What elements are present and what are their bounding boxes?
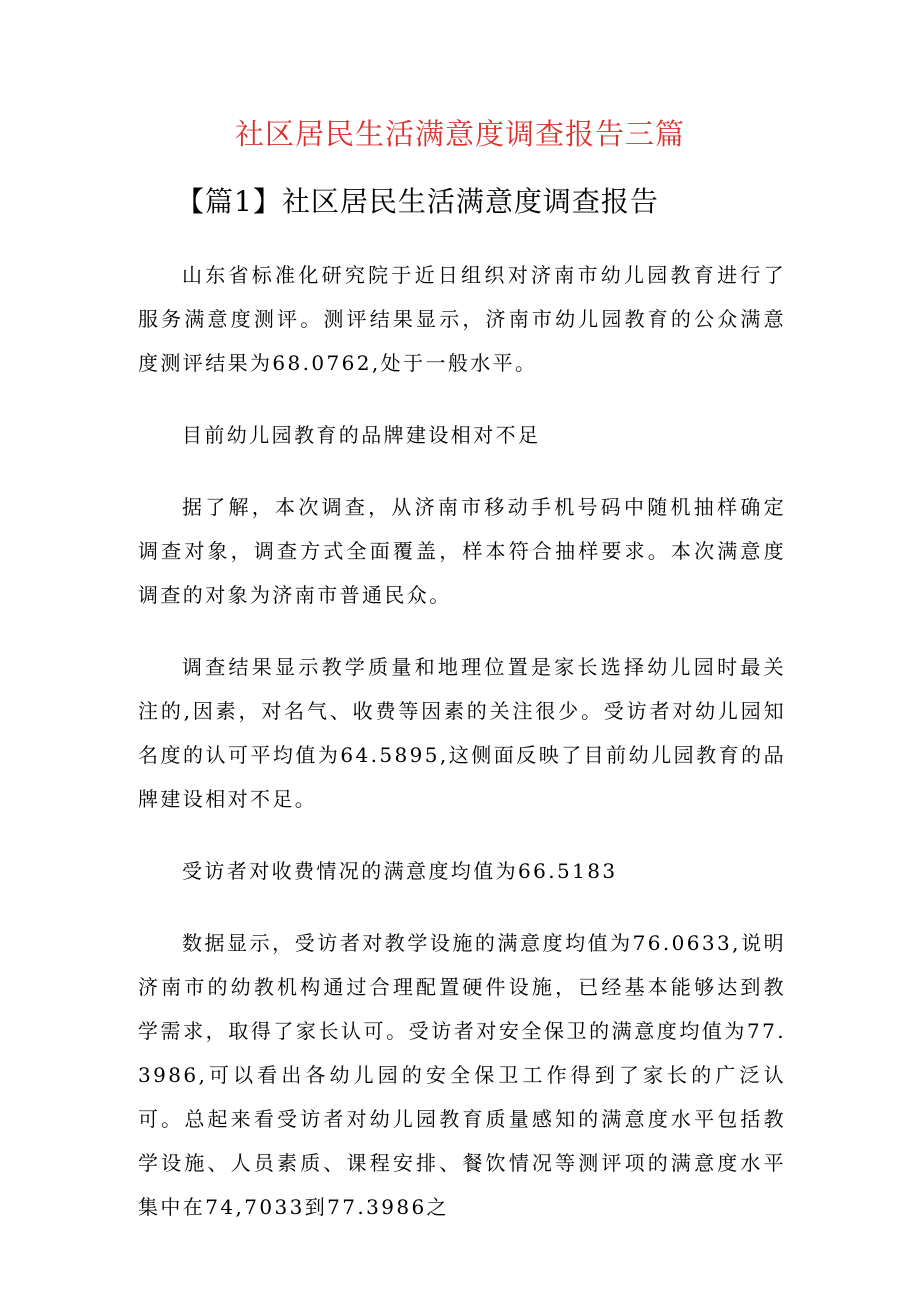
paragraph-2: 目前幼儿园教育的品牌建设相对不足 (182, 423, 541, 447)
section-heading: 【篇1】社区居民生活满意度调查报告 (176, 185, 659, 218)
paragraph-5: 受访者对收费情况的满意度均值为66.5183 (182, 859, 618, 883)
document-title: 社区居民生活满意度调查报告三篇 (234, 117, 685, 151)
paragraph-4: 调查结果显示教学质量和地理位置是家长选择幼儿园时最关注的,因素，对名气、收费等因素的关注很少。受访者对幼儿园知名度的认可平均值为64.5895,这侧面反映了目前幼儿园教育的品牌建设相对不足。 (138, 655, 786, 811)
paragraph-3: 据了解，本次调查，从济南市移动手机号码中随机抽样确定调查对象，调查方式全面覆盖，样本符合抽样要求。本次满意度调查的对象为济南市普通民众。 (138, 495, 786, 607)
document-body (138, 253, 786, 1257)
paragraph-1: 山东省标准化研究院于近日组织对济南市幼儿园教育进行了服务满意度测评。测评结果显示，济南市幼儿园教育的公众满意度测评结果为68.0762,处于一般水平。 (138, 263, 786, 375)
paragraph-6: 数据显示，受访者对教学设施的满意度均值为76.0633,说明济南市的幼教机构通过合理配置硬件设施，已经基本能够达到教学需求，取得了家长认可。受访者对安全保卫的满意度均值为77.3986,可以看出各幼儿园的安全保卫工作得到了家长的广泛认可。总起来看受访者对幼儿园教育质量感知的满意度水平包括教学设施、人员素质、课程安排、餐饮情况等测评项的满意度水平集中在74,7033到77.3986之 (138, 931, 786, 1219)
